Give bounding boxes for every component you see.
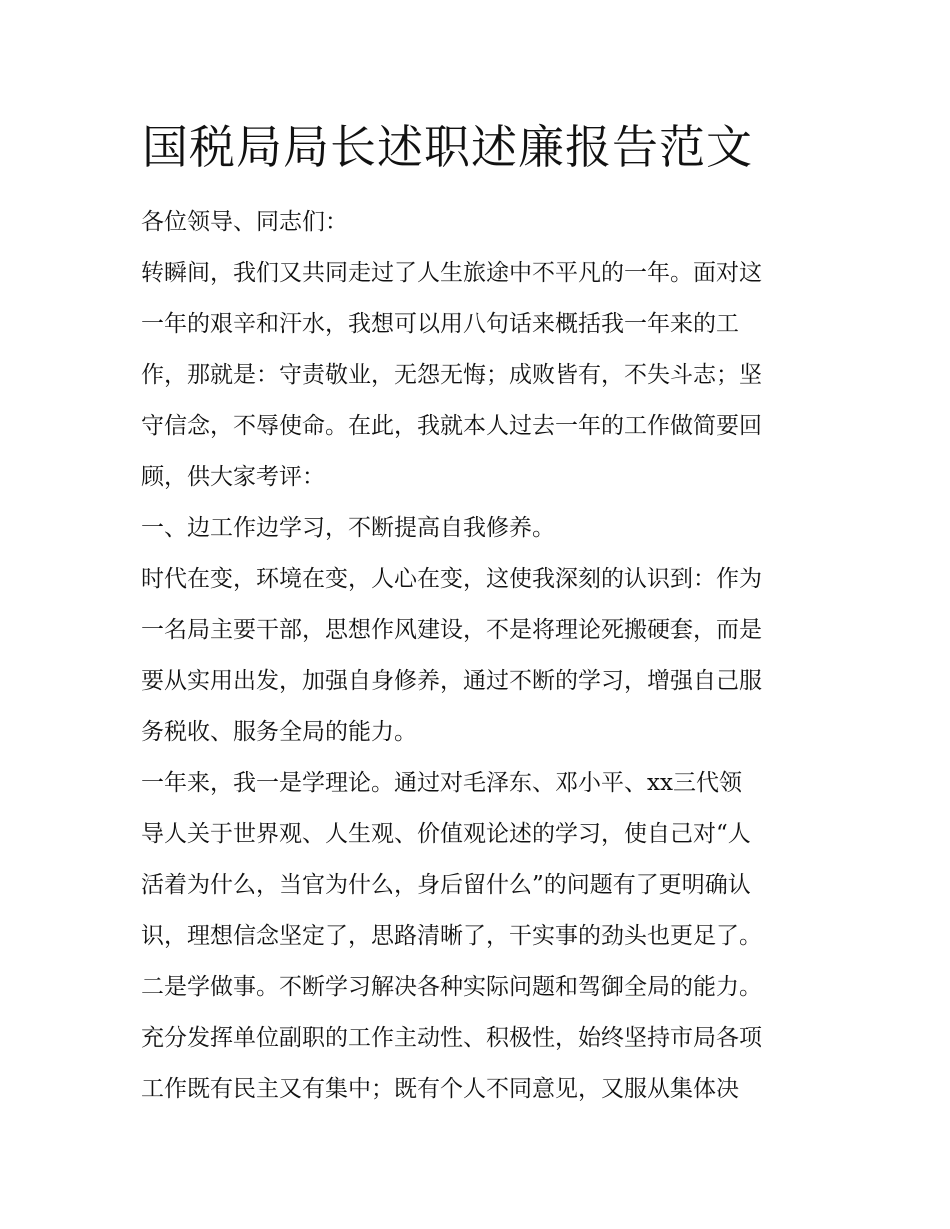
body-text-line: 一名局主要干部，思想作风建设，不是将理论死搬硬套，而是: [141, 617, 762, 643]
body-text-line: 二是学做事。不断学习解决各种实际问题和驾御全局的能力。: [141, 974, 762, 1000]
body-text-line: 要从实用出发，加强自身修养，通过不断的学习，增强自己服: [141, 668, 762, 694]
body-text-line: 导人关于世界观、人生观、价值观论述的学习，使自己对“人: [141, 821, 751, 847]
body-text-line: 时代在变，环境在变，人心在变，这使我深刻的认识到：作为: [141, 566, 762, 592]
document-title: 国税局局长述职述廉报告范文: [142, 120, 753, 174]
body-text-line: 顾，供大家考评：: [141, 464, 325, 490]
body-text-line: 一年来，我一是学理论。通过对毛泽东、邓小平、xx三代领: [141, 770, 742, 796]
body-text-line: 工作既有民主又有集中；既有个人不同意见，又服从集体决: [141, 1076, 739, 1102]
body-text-line: 活着为什么，当官为什么，身后留什么”的问题有了更明确认: [141, 872, 751, 898]
body-text-line: 守信念，不辱使命。在此，我就本人过去一年的工作做简要回: [141, 413, 762, 439]
body-text-line: 作，那就是：守责敬业，无怨无悔；成败皆有，不失斗志；坚: [141, 362, 762, 388]
body-text-line: 转瞬间，我们又共同走过了人生旅途中不平凡的一年。面对这: [141, 260, 762, 286]
body-text-line: 一年的艰辛和汗水，我想可以用八句话来概括我一年来的工: [141, 311, 739, 337]
salutation-line: 各位领导、同志们：: [141, 209, 348, 235]
body-text-line: 识，理想信念坚定了，思路清晰了，干实事的劲头也更足了。: [141, 923, 762, 949]
body-text-line: 充分发挥单位副职的工作主动性、积极性，始终坚持市局各项: [141, 1025, 762, 1051]
body-text-line: 务税收、服务全局的能力。: [141, 719, 417, 745]
section-heading-line: 一、边工作边学习，不断提高自我修养。: [141, 515, 555, 541]
